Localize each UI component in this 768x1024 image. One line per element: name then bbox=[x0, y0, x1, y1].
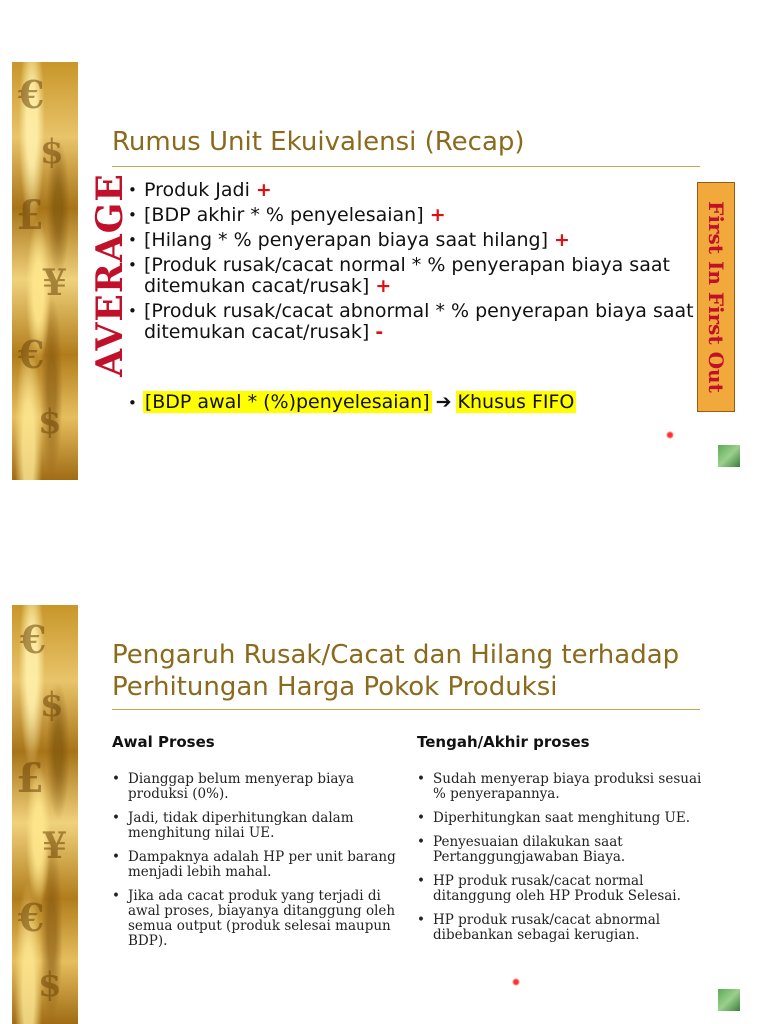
highlighted-formula: [BDP awal * (%)penyelesaian] bbox=[144, 391, 430, 413]
column-heading-early: Awal Proses bbox=[112, 733, 215, 751]
list-item: • Penyesuaian dilakukan saat Pertanggungjawaban Biaya. bbox=[417, 835, 717, 865]
list-item: • Jika ada cacat produk yang terjadi di awal proses, biayanya ditanggung oleh semua output (produk selesai maupun BDP). bbox=[112, 889, 402, 949]
list-item: • [Produk rusak/cacat abnormal * % penyerapan biaya saat ditemukan cacat/rusak] - bbox=[128, 301, 698, 343]
slide-title: Pengaruh Rusak/Cacat dan Hilang terhadap Perhitungan Harga Pokok Produksi bbox=[112, 640, 680, 702]
title-divider bbox=[112, 166, 700, 167]
list-item: • Dianggap belum menyerap biaya produksi (0%). bbox=[112, 772, 402, 802]
gold-currency-strip: € $ £ ¥ € $ bbox=[12, 62, 78, 480]
fifo-label: First In First Out bbox=[697, 182, 735, 412]
list-item: • [Hilang * % penyerapan biaya saat hilang] + bbox=[128, 230, 698, 251]
title-divider bbox=[112, 709, 700, 710]
list-item: • [Produk rusak/cacat normal * % penyerapan biaya saat ditemukan cacat/rusak] + bbox=[128, 255, 698, 297]
list-item: • HP produk rusak/cacat normal ditanggung oleh HP Produk Selesai. bbox=[417, 874, 717, 904]
average-label: AVERAGE bbox=[89, 173, 131, 377]
list-item: • HP produk rusak/cacat abnormal dibebankan sebagai kerugian. bbox=[417, 913, 717, 943]
laser-pointer-dot bbox=[666, 431, 674, 439]
gold-currency-strip: € $ £ ¥ € $ bbox=[12, 605, 78, 1024]
early-process-list bbox=[112, 772, 402, 958]
late-process-list bbox=[417, 772, 717, 952]
slide-1 bbox=[12, 62, 752, 480]
list-item: • Produk Jadi + bbox=[128, 180, 698, 201]
list-item: • [BDP akhir * % penyelesaian] + bbox=[128, 205, 698, 226]
list-item: • Dampaknya adalah HP per unit barang menjadi lebih mahal. bbox=[112, 850, 402, 880]
slide-title: Rumus Unit Ekuivalensi (Recap) bbox=[112, 127, 525, 157]
list-item: • Diperhitungkan saat menghitung UE. bbox=[417, 811, 717, 826]
fifo-formula-line: • [BDP awal * (%)penyelesaian] ➔ Khusus FIFO bbox=[128, 391, 575, 413]
fifo-note: Khusus FIFO bbox=[457, 391, 575, 413]
slide-thumbnail-icon bbox=[718, 445, 740, 467]
list-item: • Jadi, tidak diperhitungkan dalam menghitung nilai UE. bbox=[112, 811, 402, 841]
formula-list bbox=[128, 180, 698, 347]
slide-2 bbox=[12, 605, 752, 1024]
slide-thumbnail-icon bbox=[718, 989, 740, 1011]
column-heading-late: Tengah/Akhir proses bbox=[417, 733, 590, 751]
laser-pointer-dot bbox=[512, 978, 520, 986]
arrow-right-icon: ➔ bbox=[435, 391, 452, 413]
list-item: • Sudah menyerap biaya produksi sesuai % penyerapannya. bbox=[417, 772, 717, 802]
